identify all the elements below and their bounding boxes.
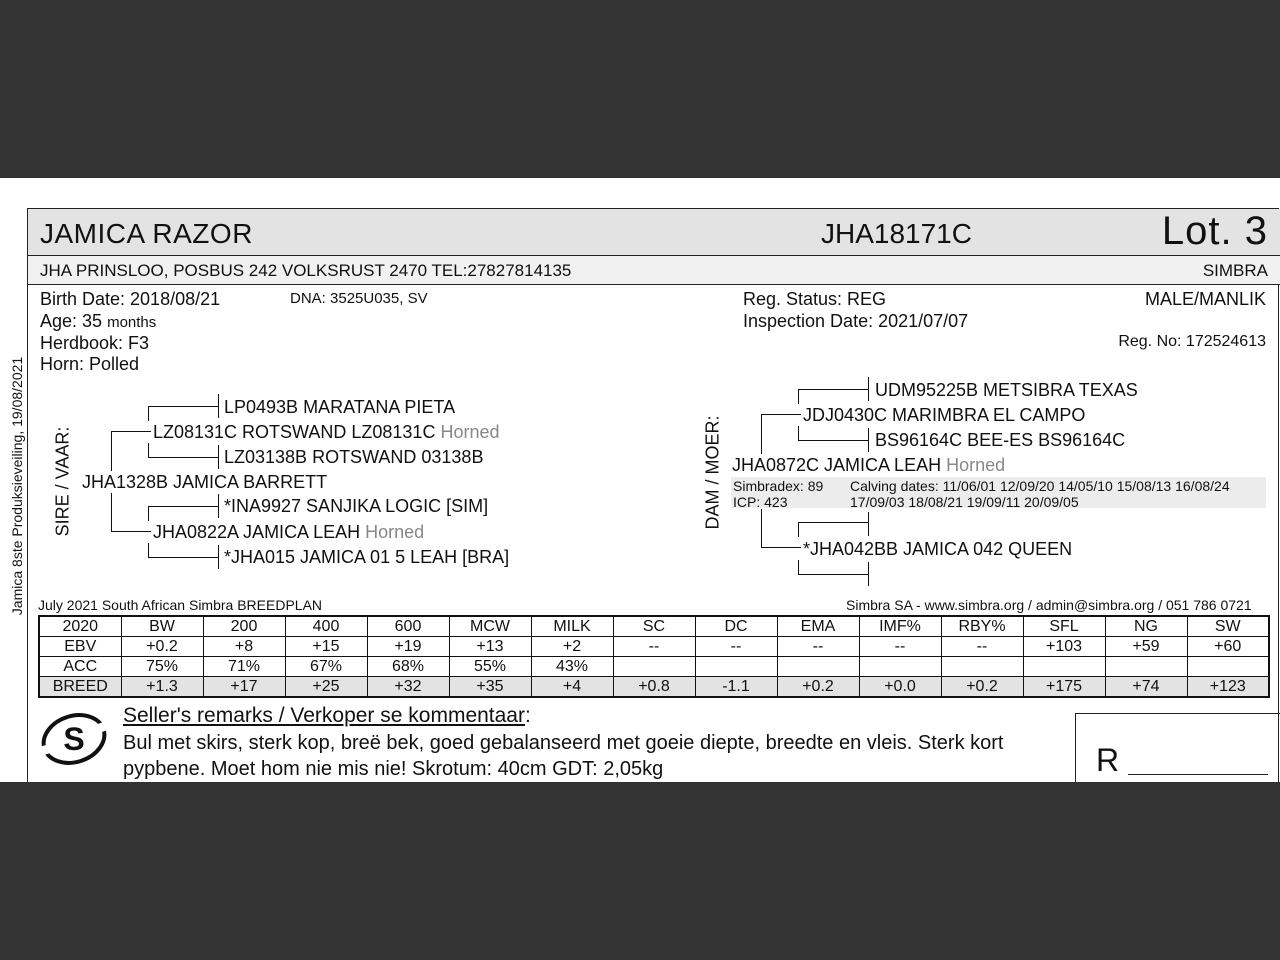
svg-text:S: S	[63, 721, 85, 757]
price-currency: R	[1096, 742, 1120, 778]
ebv-row: EBV +0.2 +8 +15 +19 +13 +2 -- -- -- -- -- +103 +59 +60	[39, 637, 1269, 657]
calving-dates: Calving dates: 11/06/01 12/09/20 14/05/10 15/08/13 16/08/24	[850, 478, 1230, 494]
animal-name: JAMICA RAZOR	[40, 218, 253, 249]
sex: MALE/MANLIK	[1144, 289, 1266, 309]
herdbook: Herdbook: F3	[40, 333, 150, 353]
icp: ICP: 423	[733, 494, 788, 510]
dam-sire: JDJ0430C MARIMBRA EL CAMPO	[803, 405, 1086, 425]
owner-details: JHA PRINSLOO, POSBUS 242 VOLKSRUST 2470 TEL:27827814135	[40, 261, 572, 280]
simbradex: Simbradex: 89	[733, 478, 824, 494]
breedplan-contact: Simbra SA - www.simbra.org / admin@simbra.org / 051 786 0721	[846, 597, 1252, 613]
sire-label: SIRE / VAAR:	[52, 426, 73, 537]
birth-date: Birth Date: 2018/08/21	[40, 289, 221, 309]
sire-dam-sire: *INA9927 SANJIKA LOGIC [SIM]	[224, 496, 489, 516]
ebv-table	[38, 615, 1270, 698]
horn-status: Horn: Polled	[40, 354, 140, 374]
dam-sire-sire: UDM95225B METSIBRA TEXAS	[875, 380, 1138, 400]
owner-bar	[28, 256, 1280, 285]
dam-name: JHA0872C JAMICA LEAH Horned	[732, 455, 1006, 475]
breed-name: SIMBRA	[1202, 261, 1268, 280]
dam-label: DAM / MOER:	[702, 415, 723, 530]
simbra-logo-icon	[40, 710, 108, 768]
lot-card	[0, 178, 1280, 782]
side-label: Jamica 8ste Produksieveiling, 19/08/2021	[9, 356, 25, 616]
price-box	[1075, 713, 1280, 782]
remarks-title: Seller's remarks / Verkoper se kommentaar:	[123, 704, 531, 727]
sire-name: JHA1328B JAMICA BARRETT	[82, 472, 328, 492]
animal-code: JHA18171C	[821, 218, 972, 249]
breed-row: BREED +1.3 +17 +25 +32 +35 +4 +0.8 -1.1 +0.2 +0.0 +0.2 +175 +74 +123	[39, 677, 1269, 698]
sire-sire-sire: LP0493B MARATANA PIETA	[224, 397, 456, 417]
dam-dam: *JHA042BB JAMICA 042 QUEEN	[803, 539, 1073, 559]
sire-dam-dam: *JHA015 JAMICA 01 5 LEAH [BRA]	[224, 547, 510, 567]
dna: DNA: 3525U035, SV	[290, 290, 428, 307]
dam-sire-dam: BS96164C BEE-ES BS96164C	[875, 430, 1126, 450]
reg-no: Reg. No: 172524613	[1118, 333, 1266, 350]
calving-dates-cont: 17/09/03 18/08/21 19/09/11 20/09/05	[850, 494, 1079, 510]
ebv-header-row: 2020 BW 200 400 600 MCW MILK SC DC EMA IMF% RBY% SFL NG SW	[39, 616, 1269, 637]
sire-sire: LZ08131C ROTSWAND LZ08131C Horned	[153, 422, 500, 442]
acc-row: ACC 75% 71% 67% 68% 55% 43%	[39, 657, 1269, 677]
sire-sire-dam: LZ03138B ROTSWAND 03138B	[224, 447, 484, 467]
lot-number: Lot. 3	[1161, 209, 1268, 253]
inspection-date: Inspection Date: 2021/07/07	[743, 311, 969, 331]
price-line	[1128, 774, 1268, 775]
reg-status: Reg. Status: REG	[743, 289, 887, 309]
breedplan-source: July 2021 South African Simbra BREEDPLAN	[38, 597, 323, 613]
age: Age: 35 months	[40, 311, 157, 331]
remarks-text: Bul met skirs, sterk kop, breë bek, goed gebalanseerd met goeie diepte, breedte en vleis. Sterk kort pypbene. Moet hom nie mis nie! Skrotum: 40cm GDT: 2,05kg	[123, 732, 1004, 780]
sire-dam: JHA0822A JAMICA LEAH Horned	[153, 522, 425, 542]
title-bar	[28, 209, 1280, 256]
